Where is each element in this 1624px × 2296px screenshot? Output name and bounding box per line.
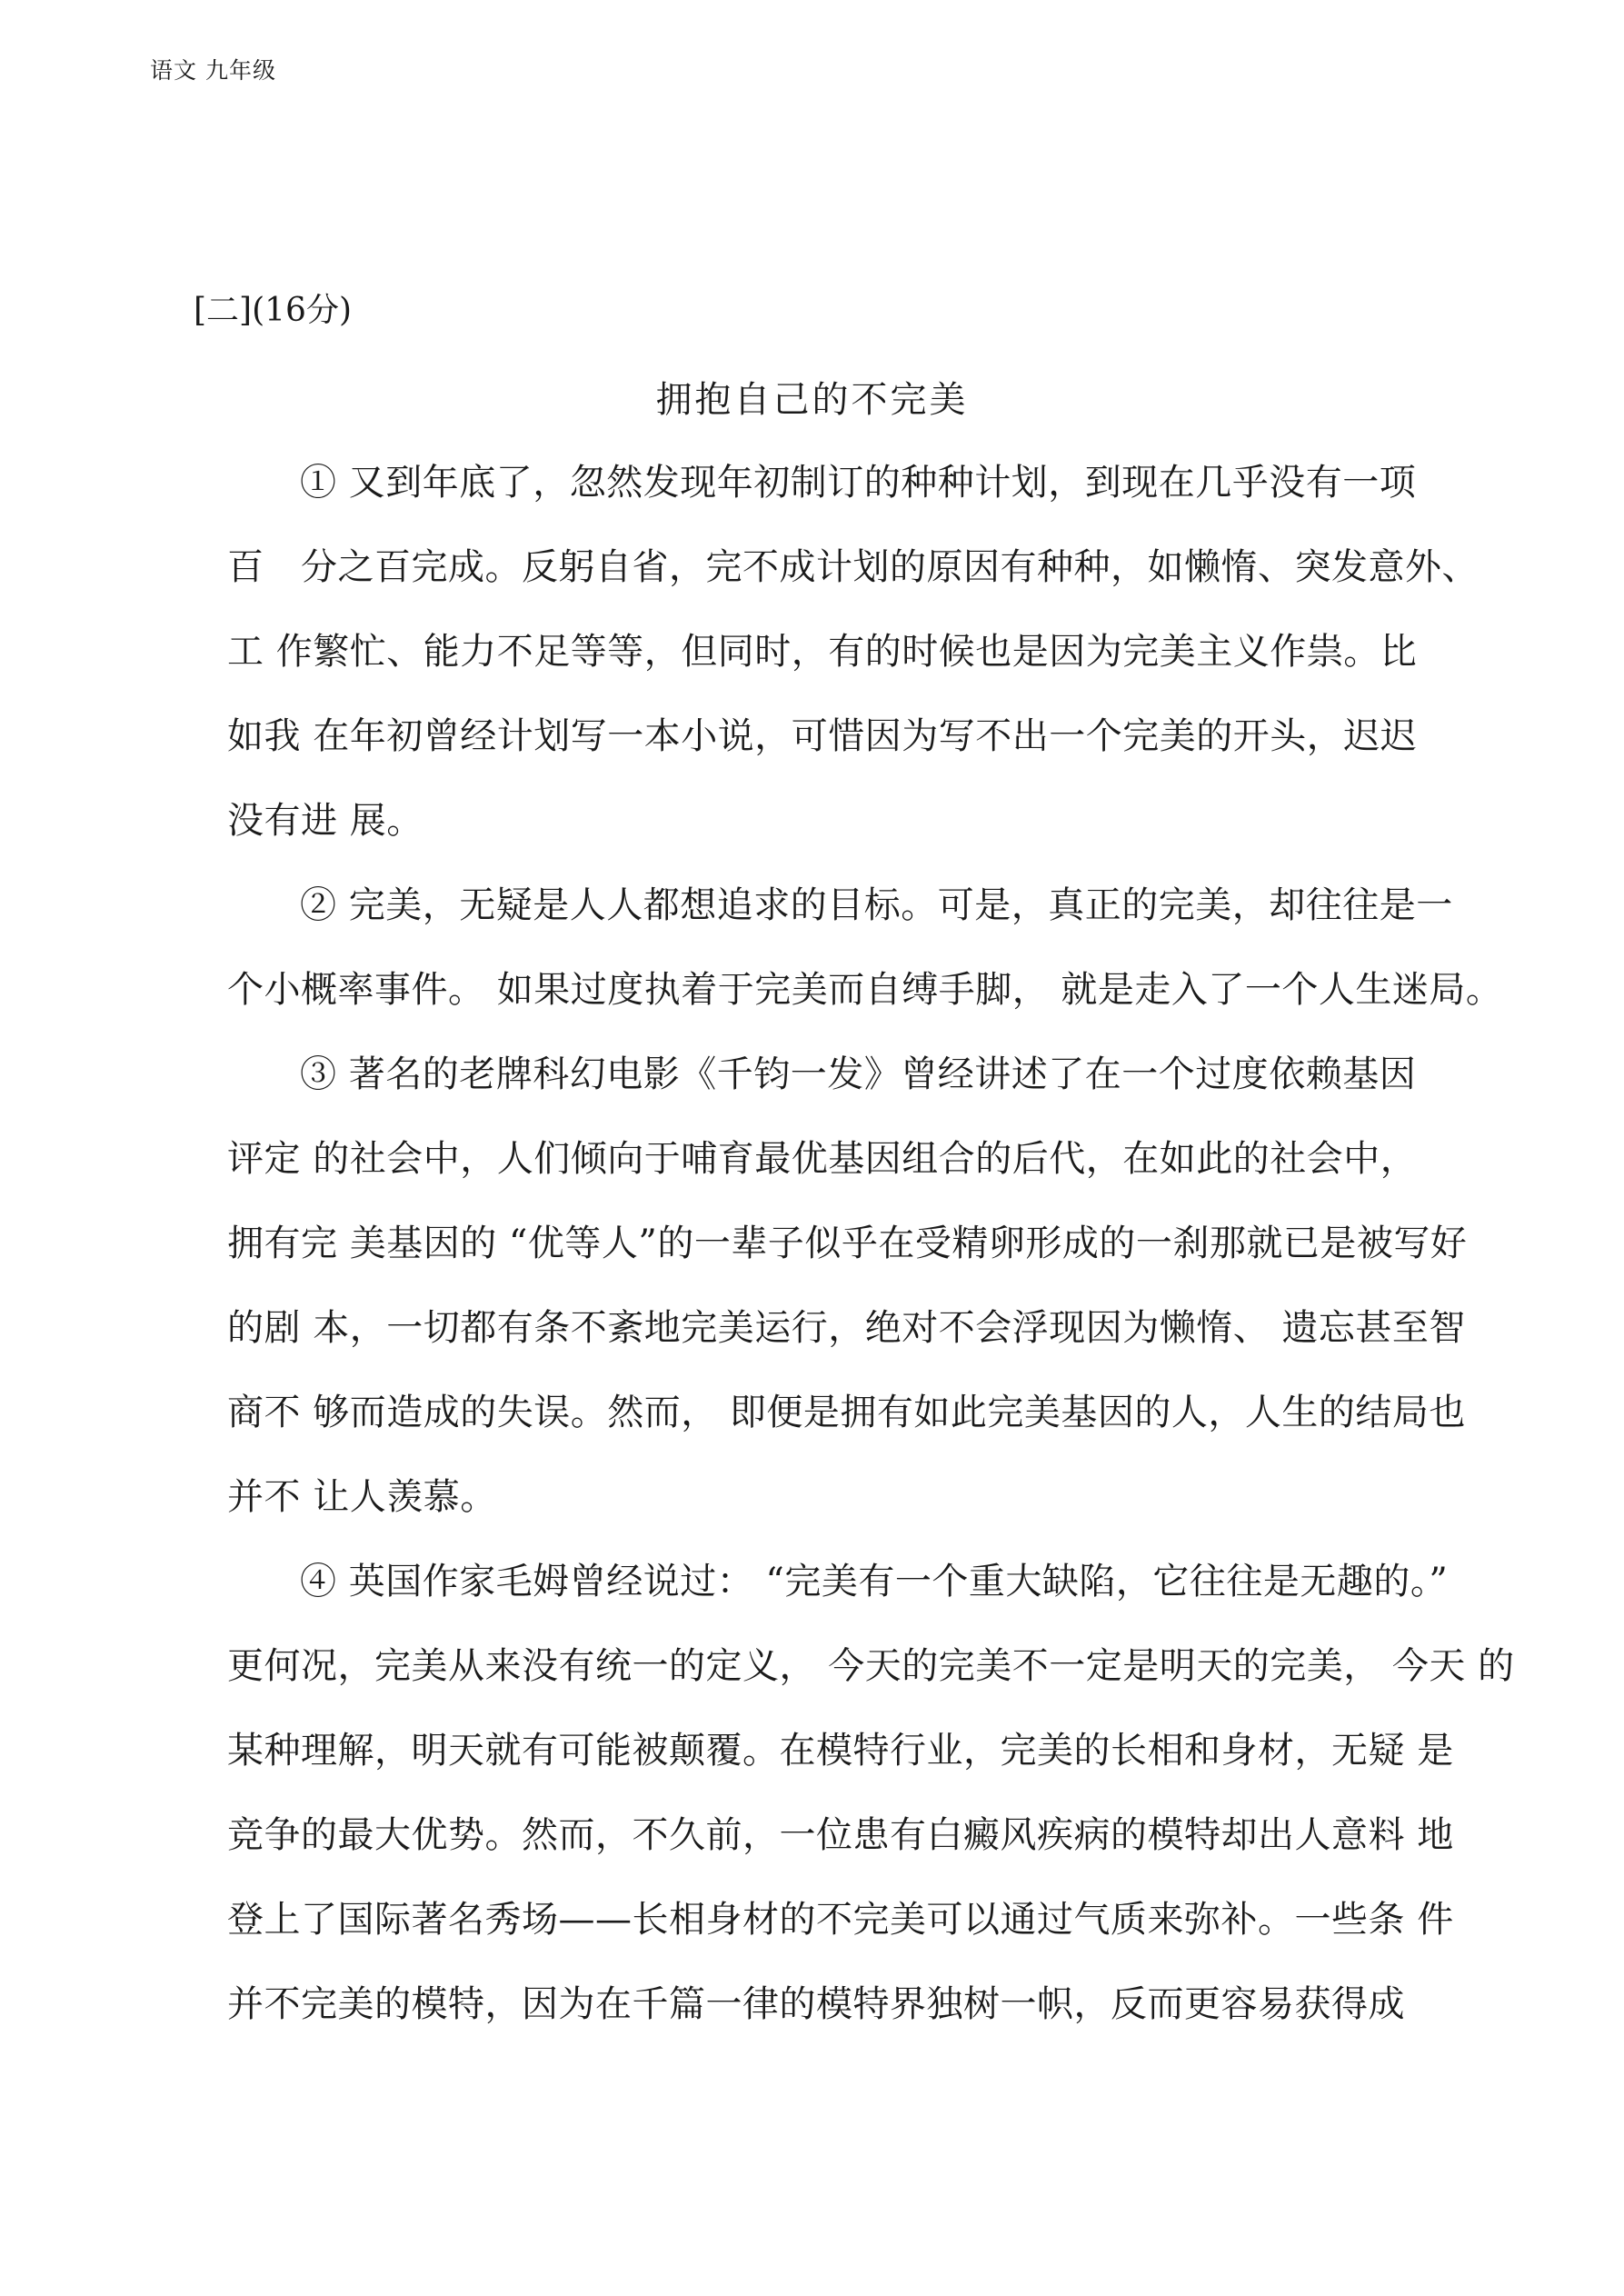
- paragraph-3-line-5: 商不 够而造成的失误。然而， 即便是拥有如此完美基因的人，人生的结局也: [227, 1392, 1466, 1433]
- paragraph-3-line-6: 并不 让人羡慕。: [227, 1476, 497, 1518]
- paragraph-4-line-5: 登上了国际著名秀场——长相身材的不完美可以通过气质来弥补。一些条 件: [227, 1899, 1454, 1941]
- paragraph-1-line-1: ① 又到年底了，忽然发现年初制订的种种计划，到现在几乎没有一项: [300, 462, 1417, 504]
- paragraph-4-line-3: 某种理解，明天就有可能被颠覆。在模特行业，完美的长相和身材，无疑 是: [227, 1730, 1454, 1772]
- paragraph-1-line-3: 工 作繁忙、能力不足等等，但同时，有的时候也是因为完美主义作祟。比: [227, 631, 1418, 673]
- subject-grade-header: 语文 九年级: [150, 57, 276, 84]
- paragraph-2-line-1: ② 完美，无疑是人人都想追求的目标。可是，真正的完美，却往往是一: [300, 884, 1453, 926]
- paragraph-2-line-2: 个小概率事件。 如果过度执着于完美而自缚手脚， 就是走入了一个人生迷局。: [227, 969, 1503, 1011]
- article-title: 拥抱自己的不完美: [655, 379, 969, 421]
- section-label: [二](16分): [194, 292, 352, 329]
- paragraph-4-line-2: 更何况，完美从来没有统一的定义， 今天的完美不一定是明天的完美， 今天 的: [227, 1645, 1515, 1687]
- paragraph-3-line-1: ③ 著名的老牌科幻电影《千钧一发》曾经讲述了在一个过度依赖基因: [300, 1053, 1417, 1095]
- paragraph-4-line-1: ④ 英国作家毛姆曾经说过： “完美有一个重大缺陷，它往往是无趣的。”: [300, 1561, 1449, 1602]
- paragraph-1-line-2: 百 分之百完成。反躬自省，完不成计划的原因有种种，如懒惰、突发意外、: [227, 546, 1479, 588]
- paragraph-3-line-4: 的剧 本，一切都有条不紊地完美运行，绝对不会浮现因为懒惰、 遗忘甚至智: [227, 1307, 1466, 1349]
- paragraph-3-line-2: 评定 的社会中，人们倾向于哺育最优基因组合的后代，在如此的社会中，: [227, 1138, 1418, 1180]
- paragraph-3-line-3: 拥有完 美基因的 “优等人”的一辈子似乎在受精卵形成的一刹那就已是被写好: [227, 1223, 1468, 1264]
- paragraph-4-line-6: 并不完美的模特，因为在千篇一律的模特界独树一帜，反而更容易获得成: [227, 1983, 1405, 2025]
- paragraph-1-line-4: 如我 在年初曾经计划写一本小说，可惜因为写不出一个完美的开头，迟迟: [227, 715, 1418, 757]
- paragraph-4-line-4: 竞争的最大优势。然而，不久前，一位患有白癜风疾病的模特却出人意料 地: [227, 1814, 1454, 1856]
- paragraph-1-line-5: 没有进 展。: [227, 800, 423, 842]
